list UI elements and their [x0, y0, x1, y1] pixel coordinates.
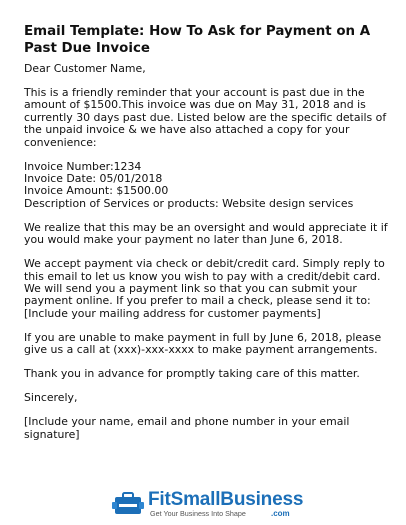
paragraph-payment-methods: We accept payment via check or debit/credit card. Simply reply to this email to let us know you wish to pay with a credit/debit card. We will send you a payment link so that you can submit your payment online. If you prefer to mail a check, please send it to: [Include your mailing address for customer payments] [24, 257, 385, 320]
brand-tagline: Get Your Business Into Shape [150, 509, 246, 518]
paragraph-oversight: We realize that this may be an oversight and would appreciate it if you would make your payment no later than June 6, 2018. [24, 220, 388, 247]
brand-logo [112, 489, 312, 521]
paragraph-arrangements: If you are unable to make payment in full by June 6, 2018, please give us a call at (xxx)-xxx-xxxx to make payment arrangements. [24, 330, 382, 357]
closing: Sincerely, [24, 391, 78, 405]
invoice-amount: Invoice Amount: $1500.00 [24, 184, 169, 198]
invoice-description: Description of Services or products: Website design services [24, 196, 354, 210]
letter-body [24, 63, 394, 453]
logo-mark-icon [112, 491, 144, 517]
invoice-details [24, 161, 394, 211]
salutation: Dear Customer Name, [24, 62, 146, 75]
brand-suffix: .com [271, 509, 290, 518]
invoice-number: Invoice Number:1234 [24, 159, 142, 173]
invoice-date: Invoice Date: 05/01/2018 [24, 172, 163, 186]
signature-placeholder: [Include your name, email and phone number in your email signature] [24, 415, 350, 441]
paragraph-reminder: This is a friendly reminder that your account is past due in the amount of $1500.This invoice was due on May 31, 2018 and is currently 30 days past due. Listed below are the specific details of the unpaid invoice & we have also attached a copy for your convenience: [24, 86, 387, 149]
brand-name: FitSmallBusiness [148, 489, 304, 510]
paragraph-thanks: Thank you in advance for promptly taking care of this matter. [24, 367, 360, 381]
document-title: Email Template: How To Ask for Payment on A Past Due Invoice [24, 24, 371, 56]
